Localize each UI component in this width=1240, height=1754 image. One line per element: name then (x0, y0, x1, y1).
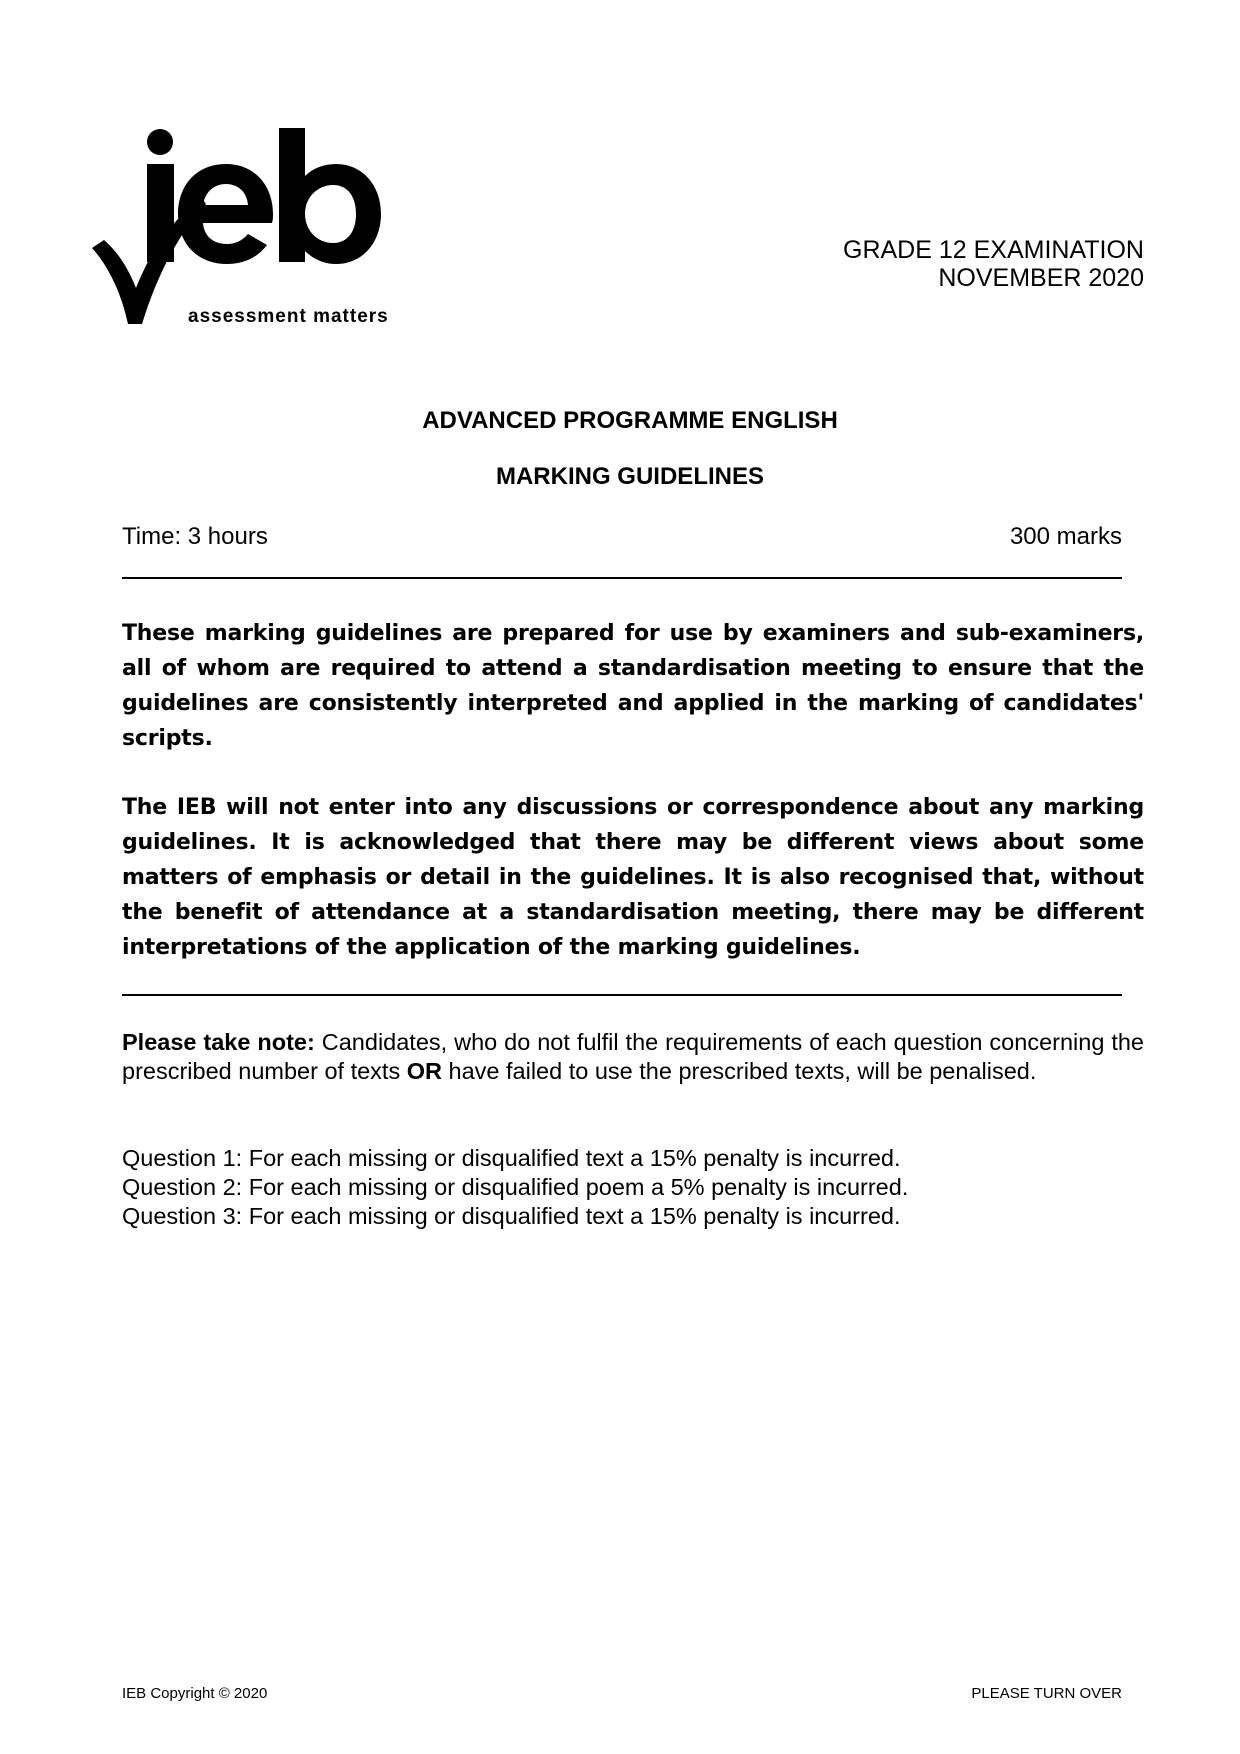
logo-letter-b (279, 128, 381, 264)
intro-paragraph-1: These marking guidelines are prepared for use by examiners and sub-examiners, all of whom are required to attend a standardisation meeting to ensure that the guidelines are consistently interpreted and applied in the marking of candidates' scripts. (122, 621, 1144, 751)
ieb-logo (92, 128, 452, 363)
intro-paragraph-2: The IEB will not enter into any discussions or correspondence about any marking guidelines. It is acknowledged that there may be different views about some matters of emphasis or detail in the guidelines. It is also recognised that, without the benefit of attendance at a standardisation meeting, there may be different interpretations of the application of the marking guidelines. (122, 795, 1144, 960)
note-paragraph (122, 1028, 1144, 1086)
penalty-item: Question 1: For each missing or disqualified text a 15% penalty is incurred. (122, 1145, 901, 1171)
exam-time: Time: 3 hours (122, 523, 268, 550)
exam-header (843, 236, 1144, 292)
penalty-list (122, 1144, 1144, 1231)
divider-bottom (122, 994, 1122, 996)
divider-top (122, 577, 1122, 579)
exam-grade: GRADE 12 EXAMINATION (843, 236, 1144, 264)
note-text-1: Candidates, who do not fulfil the requirements of each question concerning the prescribed number of texts (122, 1029, 1145, 1084)
footer-copyright: IEB Copyright © 2020 (122, 1685, 268, 1702)
note-emphasis: OR (406, 1058, 442, 1084)
exam-session: NOVEMBER 2020 (938, 264, 1144, 292)
note-text-2: have failed to use the prescribed texts, will be penalised. (442, 1058, 1037, 1084)
note-label: Please take note: (122, 1029, 315, 1055)
document-title: MARKING GUIDELINES (495, 463, 764, 490)
logo-i-dot (147, 129, 173, 155)
exam-meta (122, 523, 1122, 551)
penalty-item: Question 3: For each missing or disqualified text a 15% penalty is incurred. (122, 1203, 901, 1229)
penalty-item: Question 2: For each missing or disqualified poem a 5% penalty is incurred. (122, 1174, 909, 1200)
subject-title: ADVANCED PROGRAMME ENGLISH (422, 407, 838, 434)
footer-turn-over: PLEASE TURN OVER (971, 1685, 1122, 1702)
logo-tagline: assessment matters (188, 306, 389, 327)
exam-marks: 300 marks (1009, 523, 1122, 550)
